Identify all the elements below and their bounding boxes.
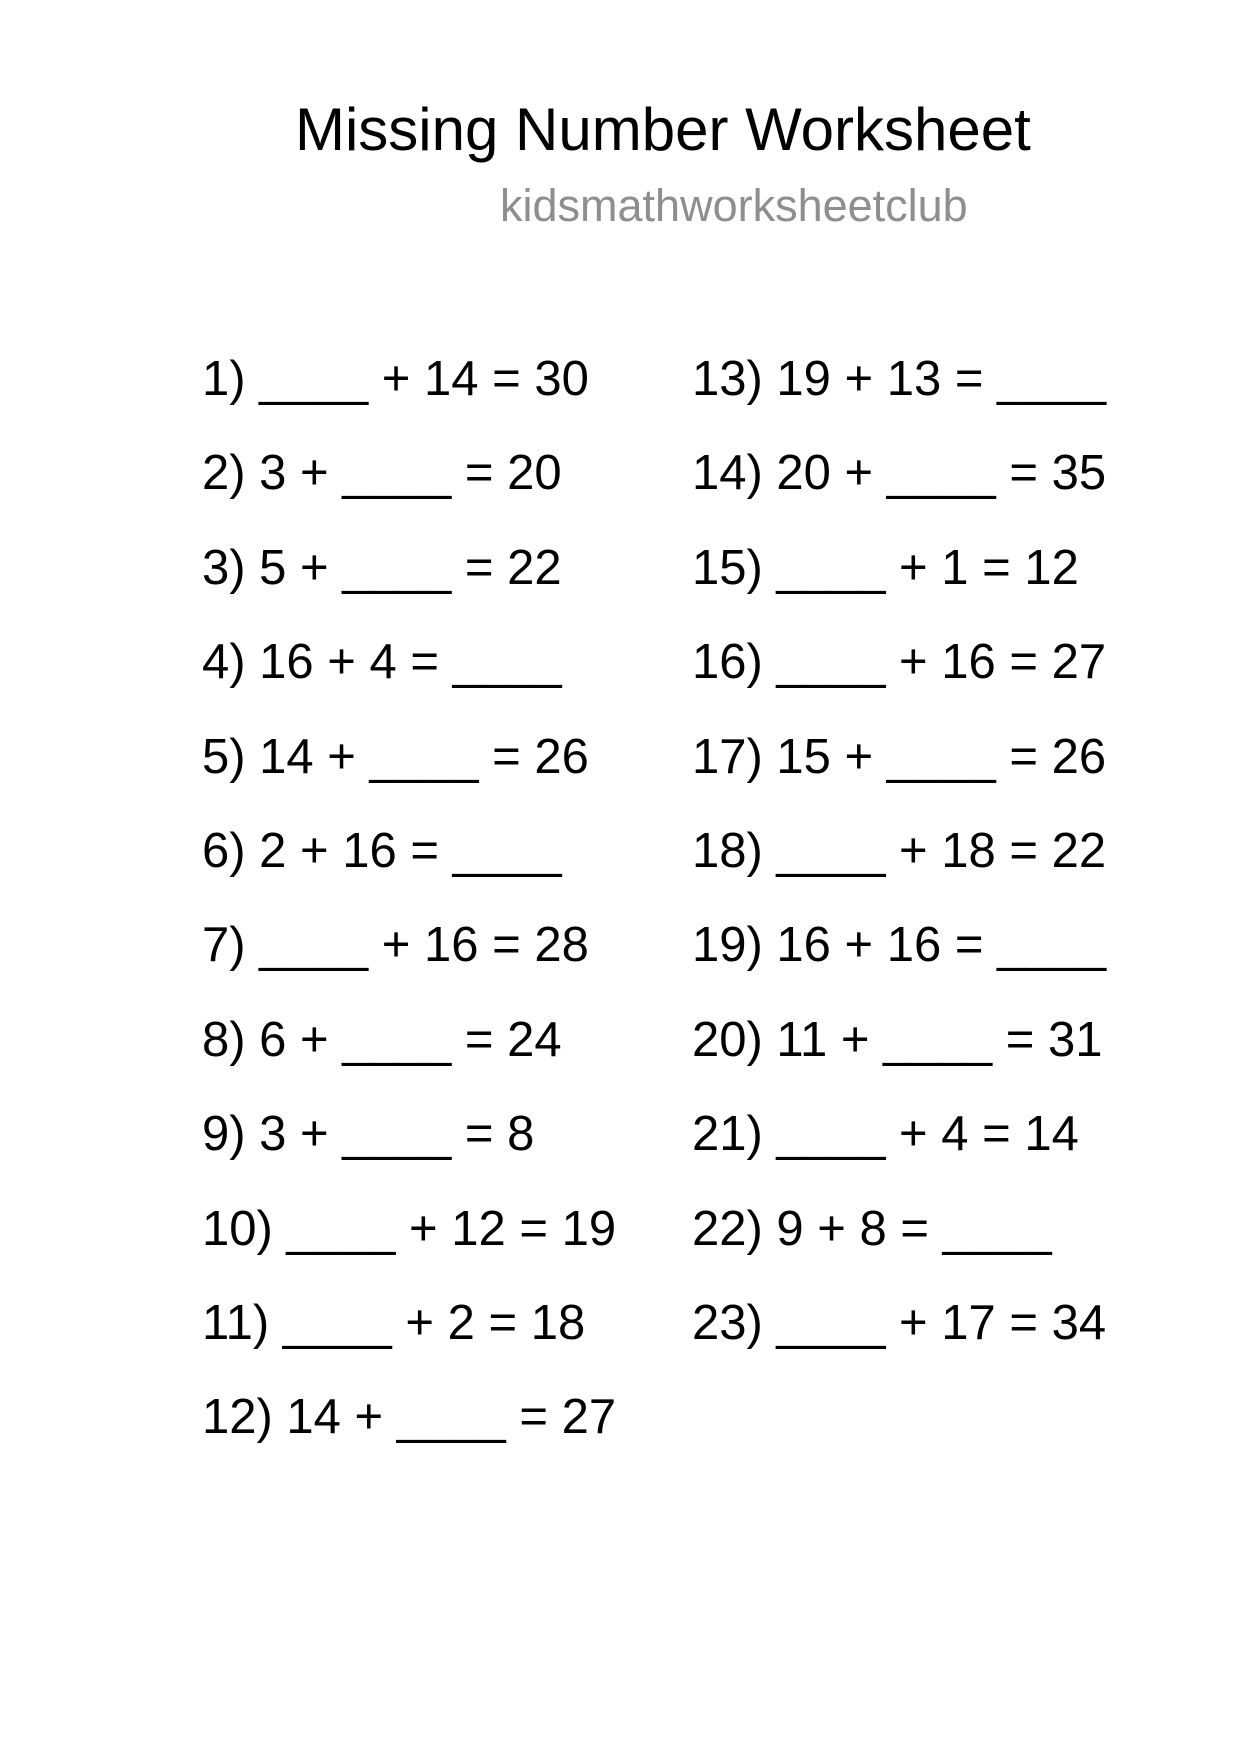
- problems-column-right: [692, 332, 1106, 1370]
- problem-9: 9) 3 + ____ = 8: [202, 1107, 535, 1162]
- problem-13: 13) 19 + 13 = ____: [692, 352, 1107, 406]
- problem-4: 4) 16 + 4 = ____: [202, 635, 562, 690]
- worksheet-brand: kidsmathworksheetclub: [500, 180, 968, 231]
- problem-16: 16) ____ + 16 = 27: [692, 635, 1107, 690]
- worksheet-title: Missing Number Worksheet: [295, 96, 1031, 163]
- problem-15: 15) ____ + 1 = 12: [692, 540, 1079, 595]
- problem-3: 3) 5 + ____ = 22: [202, 540, 562, 595]
- problem-21: 21) ____ + 4 = 14: [692, 1107, 1079, 1162]
- problem-23: 23) ____ + 17 = 34: [692, 1295, 1107, 1350]
- problem-10: 10) ____ + 12 = 19: [202, 1201, 617, 1256]
- problem-18: 18) ____ + 18 = 22: [692, 823, 1107, 878]
- problem-20: 20) 11 + ____ = 31: [692, 1012, 1103, 1067]
- problem-11: 11) ____ + 2 = 18: [202, 1295, 586, 1350]
- problem-5: 5) 14 + ____ = 26: [202, 729, 589, 784]
- problems-column-left: [202, 332, 616, 1465]
- problem-19: 19) 16 + 16 = ____: [692, 918, 1107, 973]
- problem-12: 12) 14 + ____ = 27: [202, 1390, 617, 1445]
- problem-14: 14) 20 + ____ = 35: [692, 446, 1107, 501]
- problem-2: 2) 3 + ____ = 20: [202, 446, 562, 501]
- problem-6: 6) 2 + 16 = ____: [202, 823, 562, 878]
- problem-1: 1) ____ + 14 = 30: [202, 352, 589, 406]
- problem-22: 22) 9 + 8 = ____: [692, 1201, 1052, 1256]
- problem-7: 7) ____ + 16 = 28: [202, 918, 589, 973]
- problem-8: 8) 6 + ____ = 24: [202, 1012, 562, 1067]
- problem-17: 17) 15 + ____ = 26: [692, 729, 1107, 784]
